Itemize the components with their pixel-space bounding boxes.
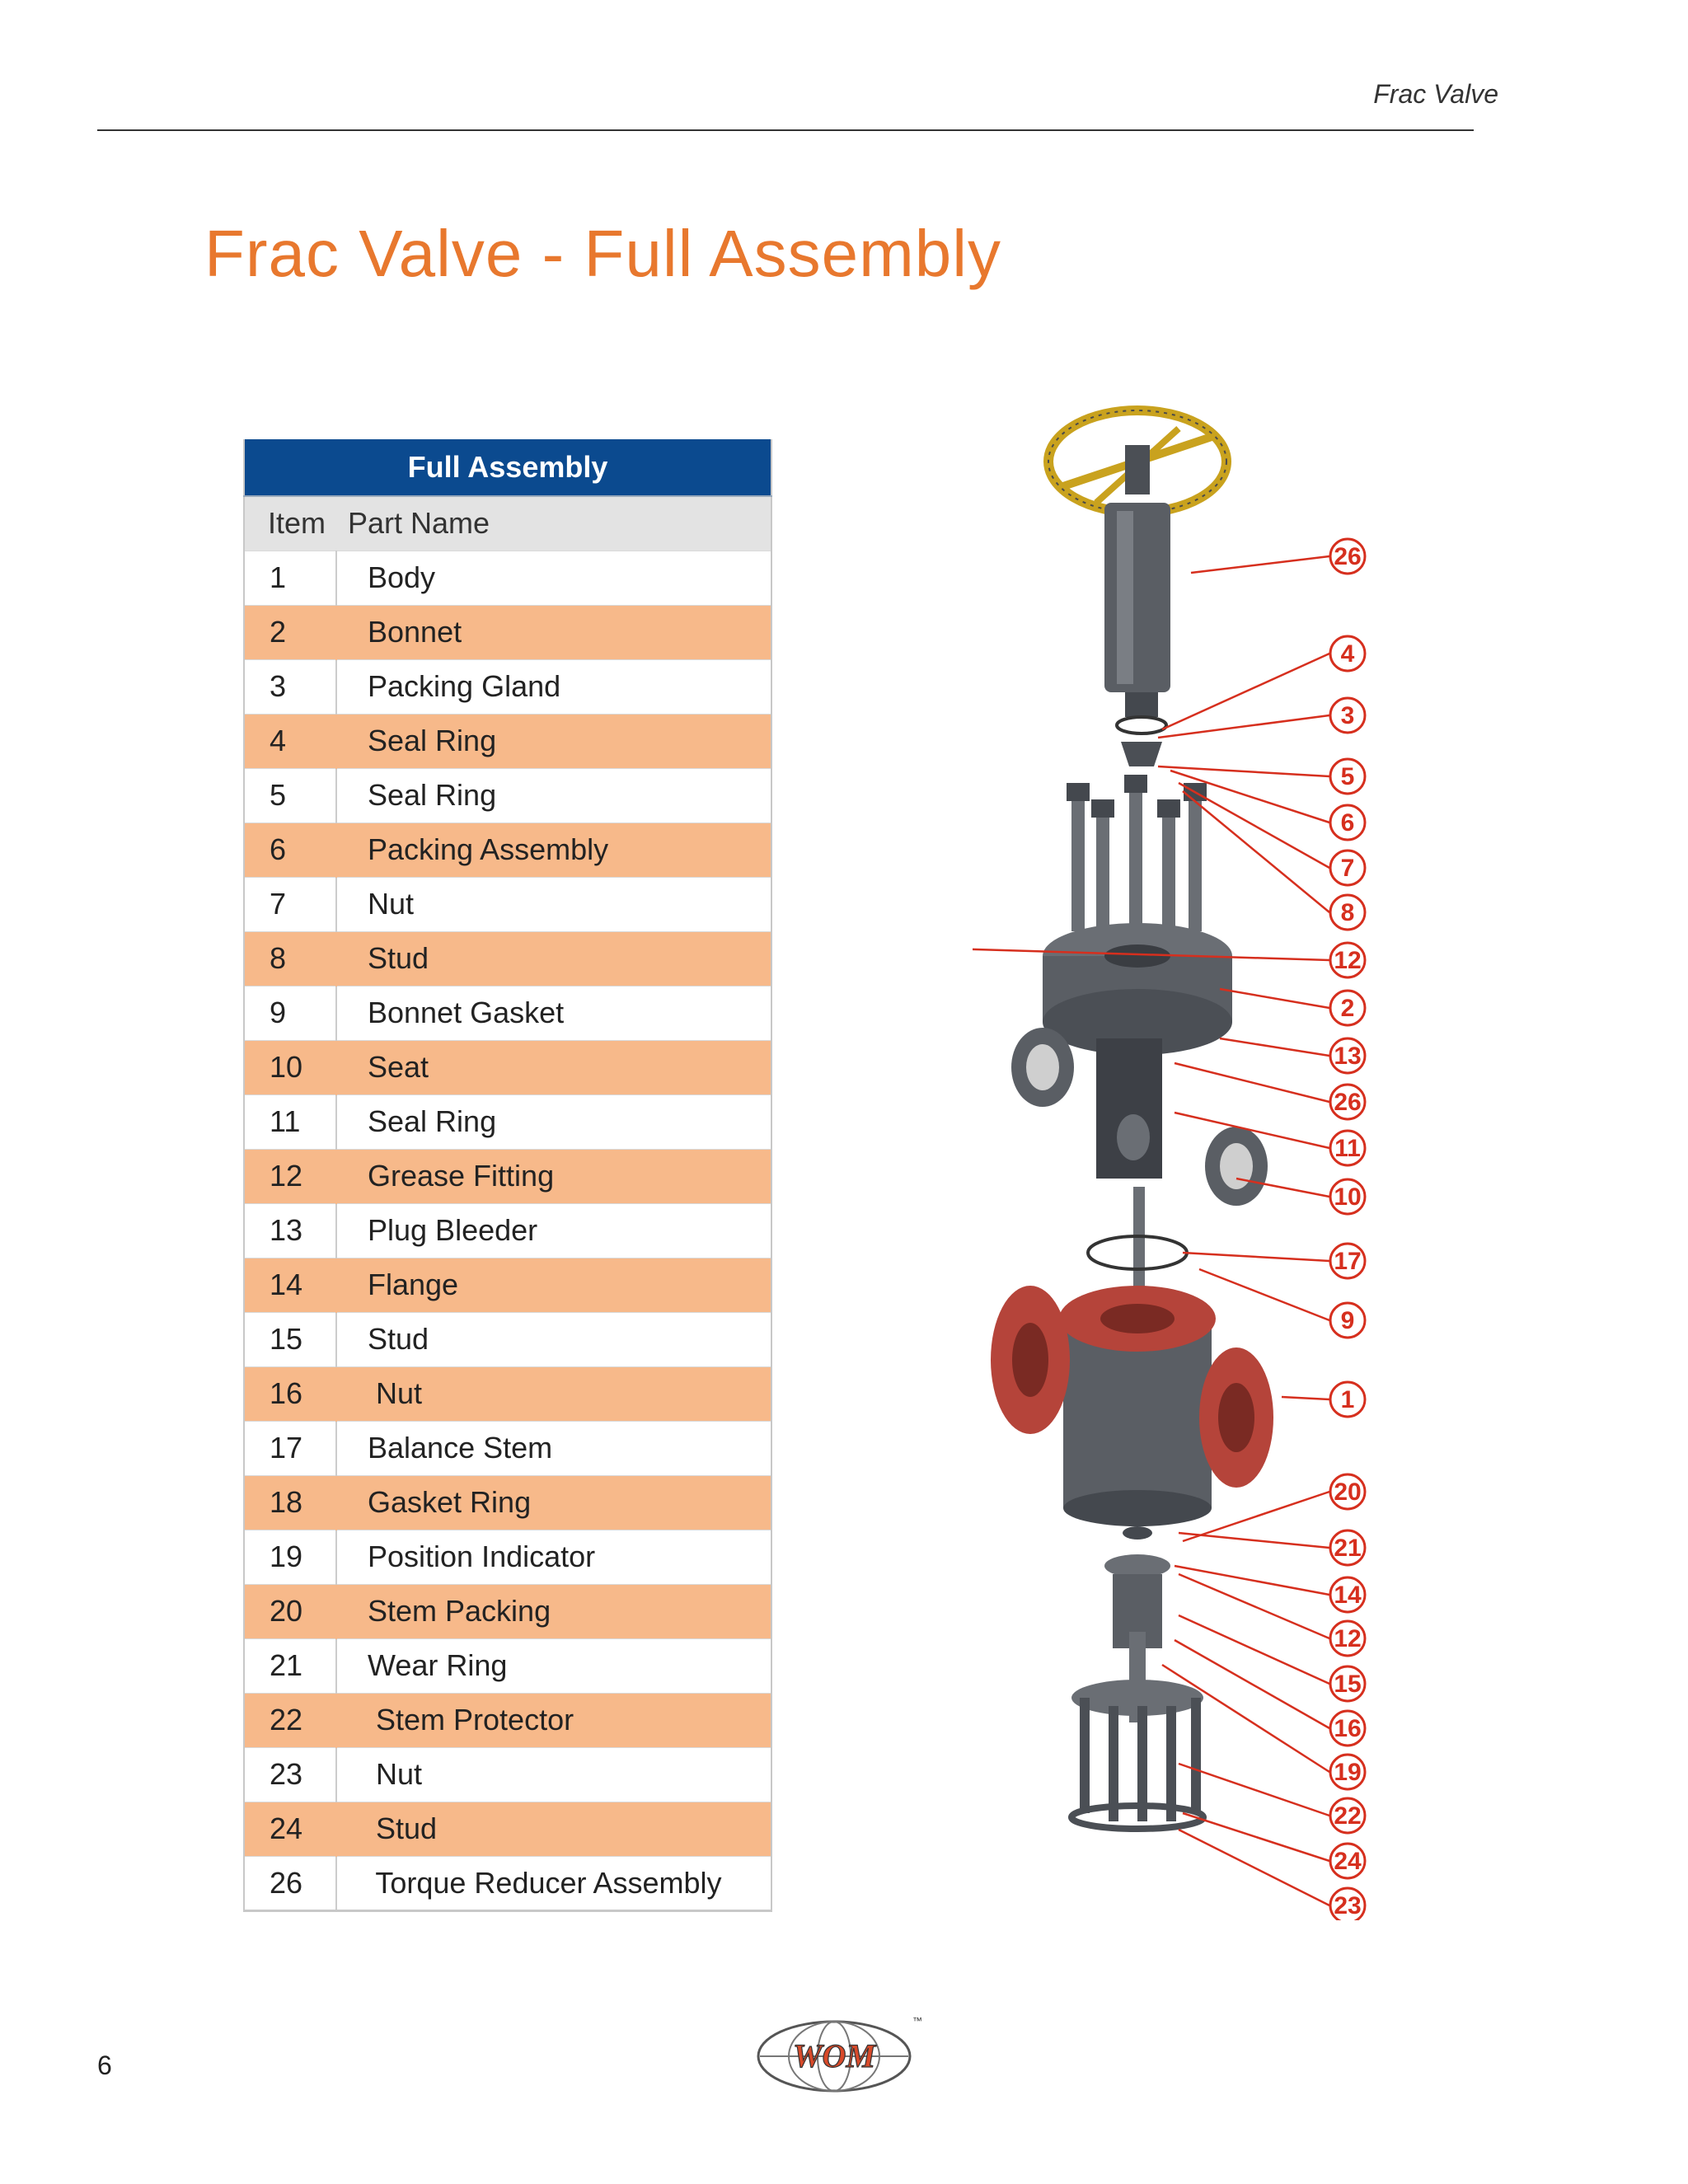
- table-row: [244, 1475, 771, 1530]
- table-row: [244, 551, 771, 605]
- part-name: Body: [336, 551, 771, 605]
- callout-number: 17: [1334, 1248, 1362, 1275]
- table-row: [244, 1149, 771, 1203]
- stem-protector: [1071, 1680, 1203, 1829]
- callout-number: 23: [1334, 1892, 1362, 1919]
- part-name: Seat: [336, 1040, 771, 1094]
- logo-text: WOM: [792, 2037, 876, 2074]
- bonnet-studs: [1067, 775, 1207, 940]
- item-number: 21: [244, 1638, 336, 1693]
- header-rule: [97, 129, 1474, 131]
- callout-number: 26: [1334, 1089, 1362, 1116]
- table-row: [244, 768, 771, 823]
- leader-line: [1183, 1253, 1329, 1261]
- seat-left: [1011, 1028, 1074, 1107]
- table-column-header: [244, 496, 771, 551]
- column-header-part-name: Part Name: [336, 496, 771, 551]
- leader-line: [1179, 1830, 1329, 1905]
- valve-body: [991, 1286, 1273, 1526]
- table-row: [244, 1856, 771, 1910]
- callout-number: 11: [1334, 1135, 1361, 1162]
- callout-number: 19: [1334, 1759, 1362, 1786]
- item-number: 23: [244, 1747, 336, 1802]
- callout-number: 5: [1340, 763, 1355, 790]
- exploded-valve-diagram: [973, 396, 1434, 1920]
- bonnet: [1043, 923, 1232, 1055]
- leader-line: [1183, 1813, 1329, 1861]
- part-name: Balance Stem: [336, 1421, 771, 1475]
- item-number: 3: [244, 659, 336, 714]
- callout-number: 20: [1334, 1479, 1362, 1506]
- part-name: Gasket Ring: [336, 1475, 771, 1530]
- item-number: 16: [244, 1366, 336, 1421]
- table-row: [244, 986, 771, 1040]
- callout-number: 26: [1334, 543, 1362, 570]
- table-row: [244, 1258, 771, 1312]
- table-row: [244, 1638, 771, 1693]
- callout-number: 8: [1340, 899, 1355, 926]
- leader-line: [1175, 1063, 1329, 1102]
- handwheel: [1048, 410, 1226, 513]
- part-name: Seal Ring: [336, 768, 771, 823]
- column-header-item: Item: [244, 496, 336, 551]
- table-row: [244, 1584, 771, 1638]
- table-row: [244, 877, 771, 931]
- part-name: Seal Ring: [336, 714, 771, 768]
- item-number: 4: [244, 714, 336, 768]
- callout-number: 12: [1334, 947, 1362, 974]
- callout-number: 12: [1334, 1625, 1362, 1652]
- table-row: [244, 1802, 771, 1856]
- parts-table: [243, 439, 772, 1912]
- item-number: 12: [244, 1149, 336, 1203]
- callout-number: 14: [1334, 1582, 1362, 1609]
- part-name: Plug Bleeder: [336, 1203, 771, 1258]
- table-row: [244, 714, 771, 768]
- torque-reducer: [1104, 503, 1170, 717]
- table-row: [244, 1312, 771, 1366]
- part-name: Grease Fitting: [336, 1149, 771, 1203]
- item-number: 7: [244, 877, 336, 931]
- callout-number: 3: [1340, 702, 1355, 729]
- part-name: Bonnet: [336, 605, 771, 659]
- table-row: [244, 1530, 771, 1584]
- running-header: Frac Valve: [1373, 79, 1498, 109]
- table-row: [244, 931, 771, 986]
- part-name: Stud: [336, 1802, 771, 1856]
- item-number: 13: [244, 1203, 336, 1258]
- table-caption: Full Assembly: [244, 439, 771, 496]
- item-number: 26: [244, 1856, 336, 1910]
- table-row: [244, 1094, 771, 1149]
- part-name: Flange: [336, 1258, 771, 1312]
- table-row: [244, 1421, 771, 1475]
- callout-number: 22: [1334, 1802, 1362, 1830]
- item-number: 18: [244, 1475, 336, 1530]
- callout-number: 24: [1334, 1848, 1362, 1875]
- item-number: 9: [244, 986, 336, 1040]
- leader-line: [1179, 1615, 1329, 1684]
- callout-number: 16: [1334, 1715, 1362, 1742]
- callout-number: 13: [1334, 1043, 1362, 1070]
- item-number: 11: [244, 1094, 336, 1149]
- trademark: ™: [912, 2015, 922, 2027]
- leader-line: [1220, 989, 1329, 1008]
- part-name: Stud: [336, 1312, 771, 1366]
- leader-line: [1191, 556, 1329, 573]
- table-row: [244, 1366, 771, 1421]
- part-name: Stem Packing: [336, 1584, 771, 1638]
- item-number: 15: [244, 1312, 336, 1366]
- item-number: 14: [244, 1258, 336, 1312]
- item-number: 1: [244, 551, 336, 605]
- callout-number: 4: [1340, 640, 1355, 668]
- leader-line: [1183, 791, 1329, 912]
- item-number: 5: [244, 768, 336, 823]
- part-name: Wear Ring: [336, 1638, 771, 1693]
- table-row: [244, 823, 771, 877]
- item-number: 19: [244, 1530, 336, 1584]
- leader-line: [1220, 1038, 1329, 1056]
- leader-line: [1179, 1764, 1329, 1816]
- table-row: [244, 1693, 771, 1747]
- page-number: 6: [97, 2050, 112, 2080]
- part-name: Position Indicator: [336, 1530, 771, 1584]
- callout-number: 10: [1334, 1183, 1362, 1211]
- part-name: Packing Assembly: [336, 823, 771, 877]
- item-number: 22: [244, 1693, 336, 1747]
- callout-number: 21: [1334, 1535, 1362, 1562]
- item-number: 24: [244, 1802, 336, 1856]
- callout-number: 2: [1340, 995, 1355, 1022]
- part-name: Stem Protector: [336, 1693, 771, 1747]
- part-name: Packing Gland: [336, 659, 771, 714]
- callout-number: 15: [1334, 1671, 1362, 1698]
- table-row: [244, 1203, 771, 1258]
- part-name: Nut: [336, 1747, 771, 1802]
- item-number: 17: [244, 1421, 336, 1475]
- callout-number: 9: [1340, 1307, 1355, 1334]
- item-number: 20: [244, 1584, 336, 1638]
- seat-right: [1205, 1127, 1268, 1206]
- table-row: [244, 1747, 771, 1802]
- part-name: Stud: [336, 931, 771, 986]
- callout-number: 6: [1340, 809, 1355, 837]
- leader-line: [1199, 1269, 1329, 1320]
- table-row: [244, 605, 771, 659]
- wom-logo: [752, 2011, 933, 2093]
- table-row: [244, 1040, 771, 1094]
- leader-line: [1179, 1574, 1329, 1638]
- item-number: 10: [244, 1040, 336, 1094]
- part-name: Nut: [336, 877, 771, 931]
- part-name: Nut: [336, 1366, 771, 1421]
- callout-number: 7: [1340, 855, 1355, 882]
- leader-line: [1175, 1566, 1329, 1595]
- item-number: 6: [244, 823, 336, 877]
- part-name: Bonnet Gasket: [336, 986, 771, 1040]
- callout-number: 1: [1340, 1386, 1355, 1413]
- page-title: Frac Valve - Full Assembly: [204, 217, 1001, 290]
- part-name: Torque Reducer Assembly: [336, 1856, 771, 1910]
- item-number: 8: [244, 931, 336, 986]
- table-row: [244, 659, 771, 714]
- leader-line: [1282, 1397, 1329, 1399]
- leader-line: [1179, 1533, 1329, 1548]
- item-number: 2: [244, 605, 336, 659]
- part-name: Seal Ring: [336, 1094, 771, 1149]
